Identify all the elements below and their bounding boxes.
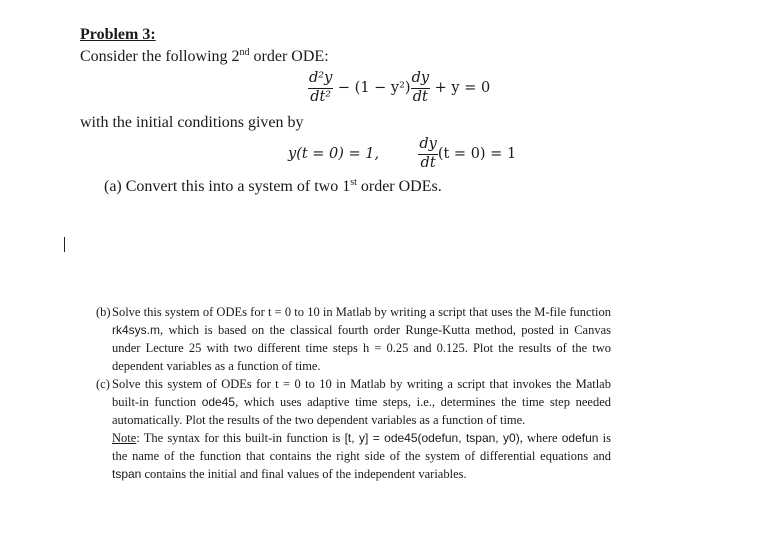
intro-superscript: nd [239,47,250,58]
part-a [104,178,442,196]
fraction-denominator: dt [412,89,428,105]
second-derivative-fraction [308,70,333,106]
initial-conditions [288,136,516,172]
part-b [96,303,611,375]
note-text: , where [519,431,562,445]
part-c [96,375,611,483]
code-ode45-syntax: [t, y] = ode45(odefun, tspan, y0) [344,431,520,445]
code-rk4sys: rk4sys.m [112,323,160,337]
part-a-text-end: order ODEs. [356,178,442,195]
part-c-text-end: , which uses adaptive time steps, i.e., determines the time step needed automatically. Plot the results of the two dependent variables as a function of time. [112,395,611,427]
intro-line [80,48,329,66]
part-a-text: (a) Convert this into a system of two 1 [104,178,351,195]
part-b-text: Solve this system of ODEs for t = 0 to 10 in Matlab by writing a script that uses the M-file function [112,305,611,319]
fraction-numerator: dy [418,136,437,155]
fraction-denominator: dt [420,155,436,171]
first-derivative-fraction [411,70,430,106]
fraction-denominator: dt² [310,89,332,105]
note-text-end: contains the initial and final values of the independent variables. [141,467,467,481]
part-b-label: (b) [96,305,111,319]
part-c-label: (c) [96,377,110,391]
fraction-numerator: d²y [308,70,333,89]
note-text: is the name of the function that contains the right side of the system of differential equations and [112,431,611,463]
initial-conditions-intro: with the initial conditions given by [80,114,304,131]
initial-condition-derivative: (t = 0) = 1 [437,146,517,162]
ode-equation [308,70,490,106]
equation-middle-term: − (1 − y²) [333,80,411,96]
code-ode45: ode45 [201,395,236,409]
note-text: : The syntax for this built-in function is [136,431,345,445]
text-cursor[interactable] [64,237,65,252]
code-odefun: odefun [561,431,599,445]
initial-derivative-fraction [418,136,437,172]
note-label: Note [112,431,137,445]
part-b-text-end: , which is based on the classical fourth order Runge-Kutta method, posted in Canvas under Lecture 25 with two different time steps h = 0.25 and 0.125. Plot the results of the two dependent variables as a function of time. [112,323,611,373]
intro-text-end: order ODE: [249,48,329,65]
intro-text: Consider the following 2 [80,48,240,65]
fraction-numerator: dy [411,70,430,89]
part-c-text: Solve this system of ODEs for t = 0 to 10 in Matlab by writing a script that invokes the Matlab built-in function [112,377,611,409]
part-a-superscript: st [350,177,357,188]
code-tspan: tspan [112,467,142,481]
problem-title: Problem 3: [80,26,156,43]
initial-condition-y: y(t = 0) = 1, [288,146,380,162]
equation-end-term: + y = 0 [430,80,491,96]
